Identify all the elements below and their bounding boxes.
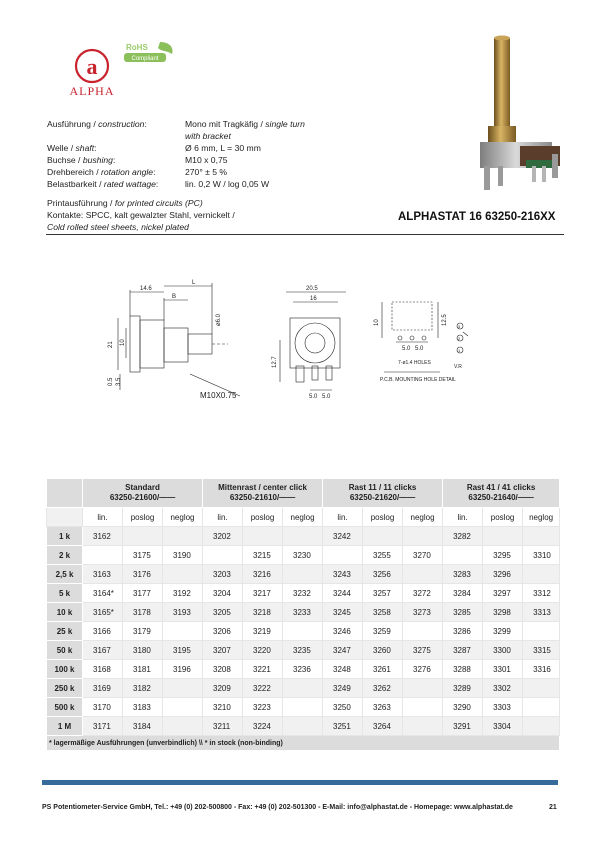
table-cell: 3287 <box>443 641 483 660</box>
table-cell: 3216 <box>243 565 283 584</box>
subheader: lin. <box>323 508 363 527</box>
table-cell: 3273 <box>403 603 443 622</box>
table-cell <box>163 717 203 736</box>
table-cell <box>123 527 163 546</box>
dim-6-0: ø6.0 <box>216 313 222 326</box>
subheader: neglog <box>523 508 560 527</box>
table-cell: 3223 <box>243 698 283 717</box>
subheader: lin. <box>83 508 123 527</box>
table-cell: 3184 <box>123 717 163 736</box>
rohs-top-text: RoHS <box>126 43 148 52</box>
table-cell: 3310 <box>523 546 560 565</box>
group-center-click: Mittenrast / center click 63250-21610/—— <box>203 479 323 508</box>
table-cell: 3171 <box>83 717 123 736</box>
table-cell: 3176 <box>123 565 163 584</box>
pcb-hole-caption: P.C.B. MOUNTING HOLE DETAIL <box>380 377 456 383</box>
table-row <box>47 679 560 698</box>
table-cell <box>243 527 283 546</box>
table-cell: 3195 <box>163 641 203 660</box>
product-title: ALPHASTAT 16 63250-216XX <box>398 211 556 223</box>
table-cell: 3291 <box>443 717 483 736</box>
table-cell <box>83 546 123 565</box>
row-label: 50 k <box>47 641 83 660</box>
subheader: lin. <box>203 508 243 527</box>
table-cell: 3165* <box>83 603 123 622</box>
pcb-line-1: Printausführung / for printed circuits (PC) <box>47 198 203 208</box>
table-cell: 3166 <box>83 622 123 641</box>
row-label: 250 k <box>47 679 83 698</box>
table-cell <box>523 698 560 717</box>
table-cell: 3296 <box>483 565 523 584</box>
pcb-line-3: Cold rolled steel sheets, nickel plated <box>47 222 189 232</box>
table-cell <box>163 679 203 698</box>
table-cell: 3219 <box>243 622 283 641</box>
dim-16: 16 <box>310 296 317 302</box>
table-cell: 3257 <box>363 584 403 603</box>
table-body <box>47 527 560 736</box>
table-cell: 3244 <box>323 584 363 603</box>
table-cell: 3169 <box>83 679 123 698</box>
table-cell <box>403 527 443 546</box>
dim-5-0-b: 5.0 <box>322 394 331 400</box>
table-row <box>47 717 560 736</box>
table-cell: 3247 <box>323 641 363 660</box>
table-cell <box>323 546 363 565</box>
table-cell: 3301 <box>483 660 523 679</box>
table-cell <box>403 679 443 698</box>
table-cell: 3303 <box>483 698 523 717</box>
group-header-row <box>47 479 560 508</box>
table-row <box>47 527 560 546</box>
table-cell: 3242 <box>323 527 363 546</box>
table-cell: 3289 <box>443 679 483 698</box>
table-cell: 3179 <box>123 622 163 641</box>
dim-12-5: 12.5 <box>442 314 448 326</box>
table-cell <box>523 622 560 641</box>
corner-cell <box>47 479 83 508</box>
table-cell: 3209 <box>203 679 243 698</box>
title-divider <box>46 234 564 235</box>
dim-14-6: 14.6 <box>140 286 152 292</box>
table-cell: 3261 <box>363 660 403 679</box>
table-row <box>47 660 560 679</box>
pcb-hole-detail <box>374 302 456 383</box>
table-cell: 3276 <box>403 660 443 679</box>
table-cell: 3297 <box>483 584 523 603</box>
table-row <box>47 603 560 622</box>
rohs-badge <box>122 40 176 64</box>
table-cell: 3235 <box>283 641 323 660</box>
table-cell: 3249 <box>323 679 363 698</box>
table-cell <box>523 679 560 698</box>
table-cell: 3220 <box>243 641 283 660</box>
table-cell: 3168 <box>83 660 123 679</box>
subheader: neglog <box>163 508 203 527</box>
page-number: 21 <box>549 804 557 811</box>
table-cell <box>363 527 403 546</box>
table-cell: 3290 <box>443 698 483 717</box>
table-cell: 3236 <box>283 660 323 679</box>
table-cell: 3245 <box>323 603 363 622</box>
table-cell: 3202 <box>203 527 243 546</box>
corner-cell <box>47 508 83 527</box>
table-cell: 3256 <box>363 565 403 584</box>
table-cell: 3192 <box>163 584 203 603</box>
table-cell <box>283 565 323 584</box>
subheader: poslog <box>243 508 283 527</box>
front-view <box>272 286 346 400</box>
table-cell: 3230 <box>283 546 323 565</box>
table-cell <box>163 698 203 717</box>
table-cell: 3208 <box>203 660 243 679</box>
footer-rule <box>42 780 558 785</box>
subheader: neglog <box>403 508 443 527</box>
table-cell: 3193 <box>163 603 203 622</box>
row-label: 5 k <box>47 584 83 603</box>
potentiometer-photo <box>470 34 570 204</box>
part-number-table <box>46 478 559 751</box>
subheader: poslog <box>363 508 403 527</box>
table-cell: 3304 <box>483 717 523 736</box>
table-cell: 3260 <box>363 641 403 660</box>
table-cell: 3255 <box>363 546 403 565</box>
row-label: 1 k <box>47 527 83 546</box>
dim-0-5: 0.5 <box>108 377 114 386</box>
row-label: 10 k <box>47 603 83 622</box>
table-cell: 3211 <box>203 717 243 736</box>
table-cell <box>483 527 523 546</box>
table-cell <box>283 679 323 698</box>
table-cell <box>403 565 443 584</box>
table-cell: 3258 <box>363 603 403 622</box>
schematic-symbol <box>454 323 468 370</box>
group-11-clicks: Rast 11 / 11 clicks 63250-21620/—— <box>323 479 443 508</box>
dim-3-5: 3.5 <box>116 377 122 386</box>
table-cell: 3175 <box>123 546 163 565</box>
table-cell: 3178 <box>123 603 163 622</box>
dim-10-r: 10 <box>374 319 380 326</box>
table-cell: 3206 <box>203 622 243 641</box>
table-cell: 3207 <box>203 641 243 660</box>
pin-3: 3 <box>458 324 461 329</box>
row-label: 2 k <box>47 546 83 565</box>
table-cell: 3167 <box>83 641 123 660</box>
table-cell: 3272 <box>403 584 443 603</box>
row-label: 2,5 k <box>47 565 83 584</box>
logo-name: ALPHA <box>69 84 115 98</box>
table-cell: 3243 <box>323 565 363 584</box>
table-cell <box>523 717 560 736</box>
table-cell: 3162 <box>83 527 123 546</box>
table-cell: 3224 <box>243 717 283 736</box>
rohs-bottom-text: Compliant <box>131 56 159 62</box>
table-cell: 3283 <box>443 565 483 584</box>
table-cell <box>523 565 560 584</box>
table-cell: 3275 <box>403 641 443 660</box>
group-41-clicks: Rast 41 / 41 clicks 63250-21640/—— <box>443 479 560 508</box>
dim-12-7: 12.7 <box>272 356 278 368</box>
dim-5-0-d: 5.0 <box>415 346 424 352</box>
table-cell <box>283 622 323 641</box>
table-cell: 3215 <box>243 546 283 565</box>
table-cell: 3180 <box>123 641 163 660</box>
dim-5-0-a: 5.0 <box>309 394 318 400</box>
table-cell: 3312 <box>523 584 560 603</box>
table-cell <box>443 546 483 565</box>
table-cell <box>283 717 323 736</box>
row-label: 100 k <box>47 660 83 679</box>
leaf-icon <box>158 42 173 54</box>
dim-21: 21 <box>108 341 114 348</box>
table-cell: 3196 <box>163 660 203 679</box>
table-cell: 3262 <box>363 679 403 698</box>
table-cell: 3190 <box>163 546 203 565</box>
table-cell: 3183 <box>123 698 163 717</box>
table-row <box>47 565 560 584</box>
table-cell <box>523 527 560 546</box>
table-cell: 3263 <box>363 698 403 717</box>
table-cell: 3248 <box>323 660 363 679</box>
part-table <box>46 478 560 751</box>
subheader: poslog <box>123 508 163 527</box>
table-cell <box>403 717 443 736</box>
dim-thread: M10X0.75 <box>200 391 237 400</box>
table-cell: 3232 <box>283 584 323 603</box>
table-cell: 3286 <box>443 622 483 641</box>
table-cell <box>163 565 203 584</box>
table-cell <box>163 527 203 546</box>
table-cell <box>203 546 243 565</box>
table-cell: 3313 <box>523 603 560 622</box>
subheader-row <box>47 508 560 527</box>
table-cell: 3170 <box>83 698 123 717</box>
table-cell: 3181 <box>123 660 163 679</box>
subheader: poslog <box>483 508 523 527</box>
dim-10: 10 <box>120 339 126 346</box>
table-cell: 3315 <box>523 641 560 660</box>
table-cell: 3282 <box>443 527 483 546</box>
footnote: * lagermäßige Ausführungen (unverbindlich) \\ * in stock (non-binding) <box>47 736 560 751</box>
logo-letter: a <box>86 54 98 79</box>
table-cell: 3316 <box>523 660 560 679</box>
table-cell: 3177 <box>123 584 163 603</box>
table-cell <box>283 698 323 717</box>
table-row <box>47 584 560 603</box>
table-row <box>47 622 560 641</box>
table-cell: 3250 <box>323 698 363 717</box>
table-cell: 3164* <box>83 584 123 603</box>
table-cell: 3288 <box>443 660 483 679</box>
holes-label: 7-ø1.4 HOLES <box>398 360 431 366</box>
table-cell: 3270 <box>403 546 443 565</box>
table-cell: 3285 <box>443 603 483 622</box>
table-cell: 3295 <box>483 546 523 565</box>
table-cell: 3302 <box>483 679 523 698</box>
row-label: 25 k <box>47 622 83 641</box>
table-cell: 3205 <box>203 603 243 622</box>
table-cell: 3264 <box>363 717 403 736</box>
table-cell: 3300 <box>483 641 523 660</box>
table-cell: 3221 <box>243 660 283 679</box>
table-cell <box>283 527 323 546</box>
pin-1: 1 <box>458 348 461 353</box>
dim-5-0-c: 5.0 <box>402 346 411 352</box>
dim-20-5: 20.5 <box>306 286 318 292</box>
table-cell: 3298 <box>483 603 523 622</box>
row-label: 1 M <box>47 717 83 736</box>
side-view <box>108 280 240 400</box>
subheader: neglog <box>283 508 323 527</box>
table-cell: 3163 <box>83 565 123 584</box>
table-cell: 3246 <box>323 622 363 641</box>
group-standard: Standard 63250-21600/—— <box>83 479 203 508</box>
table-cell: 3251 <box>323 717 363 736</box>
footer-contact: PS Potentiometer-Service GmbH, Tel.: +49 (0) 202-500800 - Fax: +49 (0) 202-501300 - E-Mail: info@alphastat.de - Homepage: www.alphastat.de <box>42 804 513 811</box>
pin-2: 2 <box>458 336 461 341</box>
pcb-line-2: Kontakte: SPCC, kalt gewalzter Stahl, vernickelt / <box>47 210 235 220</box>
table-cell: 3284 <box>443 584 483 603</box>
table-cell: 3222 <box>243 679 283 698</box>
vr-label: V.R <box>454 364 462 370</box>
row-label: 500 k <box>47 698 83 717</box>
table-cell: 3182 <box>123 679 163 698</box>
table-row <box>47 546 560 565</box>
table-cell <box>403 622 443 641</box>
table-row <box>47 641 560 660</box>
table-cell: 3218 <box>243 603 283 622</box>
dim-B: B <box>172 294 177 300</box>
table-cell <box>403 698 443 717</box>
technical-drawings <box>100 278 470 408</box>
table-cell: 3210 <box>203 698 243 717</box>
table-row <box>47 698 560 717</box>
subheader: lin. <box>443 508 483 527</box>
footnote-row <box>47 736 560 751</box>
table-cell: 3299 <box>483 622 523 641</box>
dim-L: L <box>192 280 196 286</box>
table-cell: 3259 <box>363 622 403 641</box>
table-cell: 3217 <box>243 584 283 603</box>
table-cell: 3204 <box>203 584 243 603</box>
table-cell <box>163 622 203 641</box>
table-cell: 3203 <box>203 565 243 584</box>
table-cell: 3233 <box>283 603 323 622</box>
